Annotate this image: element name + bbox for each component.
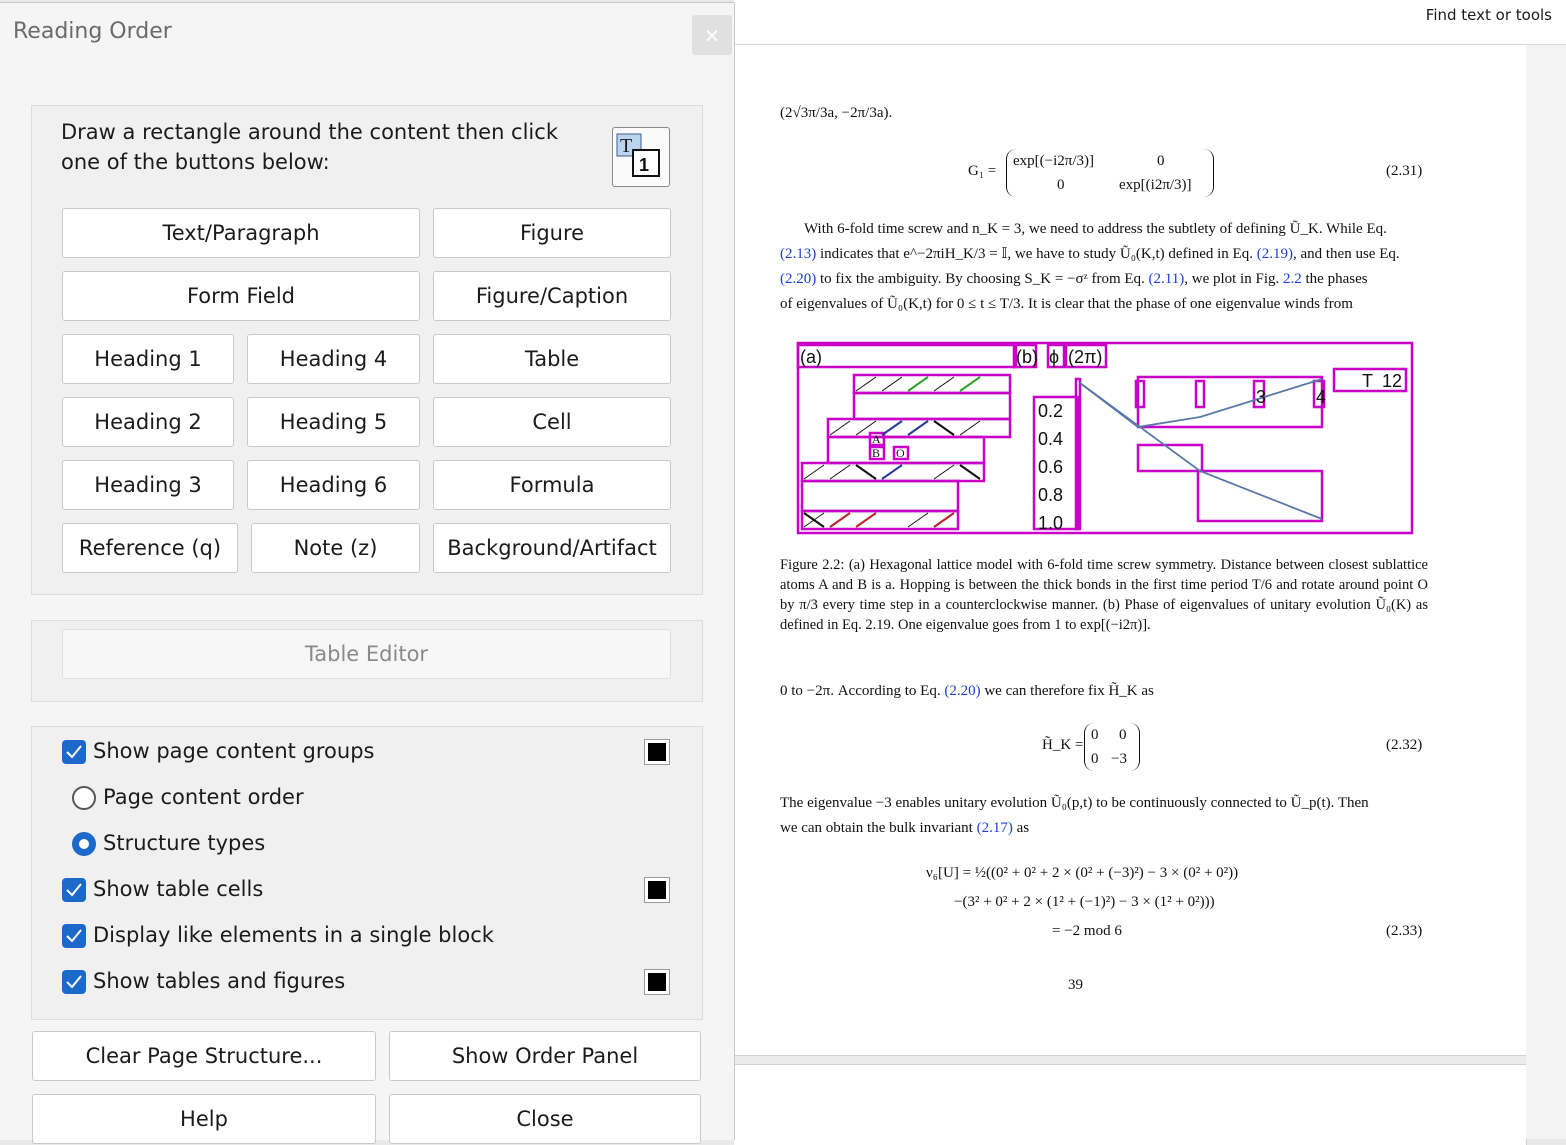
tick-x-3: 3	[1256, 387, 1267, 407]
show-table-cells-label[interactable]: Show table cells	[93, 877, 264, 901]
eq-2-33-line1: ν₆[U] = ½((0² + 0² + 2 × (0² + (−3)²) − 3 × (0² + 0²))	[926, 865, 1239, 881]
tables-figures-color-swatch[interactable]	[644, 969, 670, 995]
help-button[interactable]: Help	[32, 1094, 376, 1144]
display-like-elements-checkbox[interactable]	[62, 924, 86, 948]
para1-text: , we plot in Fig.	[1184, 271, 1283, 287]
ref-link[interactable]: (2.17)	[976, 820, 1013, 836]
checkmark-icon	[66, 975, 82, 989]
para2-text: 0 to −2π. According to Eq.	[780, 683, 945, 699]
tick-x-T: T	[1362, 371, 1373, 391]
page-number: 39	[1068, 977, 1083, 993]
dialog-close-icon[interactable]: ×	[692, 15, 732, 55]
dialog-title: Reading Order	[13, 19, 172, 44]
label-2pi: (2π)	[1068, 347, 1103, 367]
checkmark-icon	[66, 745, 82, 759]
content-groups-color-swatch[interactable]	[644, 739, 670, 765]
show-tables-and-figures-checkbox[interactable]	[62, 970, 86, 994]
eq-2-32-m11: 0	[1091, 727, 1099, 743]
para1-text: , and then use Eq.	[1292, 246, 1400, 262]
heading-1-button[interactable]: Heading 1	[62, 334, 234, 384]
para3-line2	[780, 816, 1029, 841]
close-button[interactable]: Close	[389, 1094, 701, 1144]
eq-2-33-number: (2.33)	[1386, 923, 1423, 939]
formula-button[interactable]: Formula	[433, 460, 671, 510]
ref-link[interactable]: (2.20)	[944, 683, 981, 699]
eq-2-31-lhs: G₁ =	[968, 163, 997, 179]
label-phi: ϕ	[1049, 347, 1060, 367]
show-tables-and-figures-label[interactable]: Show tables and figures	[93, 969, 346, 993]
heading-4-button[interactable]: Heading 4	[247, 334, 420, 384]
eq-2-31-m11: exp[(−i2π/3)]	[1013, 153, 1095, 169]
show-table-cells-checkbox[interactable]	[62, 878, 86, 902]
tick-y-2: 0.6	[1038, 457, 1064, 477]
eq-2-32-m22: −3	[1111, 751, 1127, 767]
structure-types-label[interactable]: Structure types	[103, 831, 266, 855]
find-text-or-tools[interactable]: Find text or tools	[1425, 6, 1552, 24]
display-like-elements-label[interactable]: Display like elements in a single block	[93, 923, 494, 947]
table-cells-color-swatch[interactable]	[644, 877, 670, 903]
ref-link[interactable]: (2.11)	[1148, 271, 1185, 287]
note-button[interactable]: Note (z)	[251, 523, 420, 573]
eq-2-31-m12: 0	[1157, 153, 1165, 169]
text-paragraph-button[interactable]: Text/Paragraph	[62, 208, 420, 258]
ref-link[interactable]: (2.13)	[780, 246, 817, 262]
show-page-content-groups-checkbox[interactable]	[62, 740, 86, 764]
figure-2-2[interactable]	[794, 341, 1416, 535]
checkmark-icon	[66, 929, 82, 943]
form-field-button[interactable]: Form Field	[62, 271, 420, 321]
label-b: (b)	[1016, 347, 1038, 367]
tick-x-4: 4	[1316, 387, 1327, 407]
tick-x-12: 12	[1382, 371, 1403, 391]
ref-link[interactable]: 2.2	[1283, 271, 1302, 287]
page-content-order-label[interactable]: Page content order	[103, 785, 304, 809]
para3-text: as	[1012, 820, 1030, 836]
tick-y-3: 0.8	[1038, 485, 1064, 505]
para1-text: to fix the ambiguity. By choosing S_K = −σᶻ from Eq.	[816, 271, 1149, 287]
heading-3-button[interactable]: Heading 3	[62, 460, 234, 510]
label-a-box	[798, 345, 1016, 367]
svg-text:T: T	[620, 135, 633, 157]
eq-2-32-lhs: H̃_K =	[1042, 737, 1084, 753]
para1-text: the phases	[1301, 271, 1368, 287]
para2	[780, 679, 1154, 704]
para1-line3	[780, 267, 1440, 292]
show-order-panel-button[interactable]: Show Order Panel	[389, 1031, 701, 1081]
eq-2-32-m12: 0	[1119, 727, 1127, 743]
tick-y-4: 1.0	[1038, 513, 1064, 533]
ref-link[interactable]: (2.20)	[780, 271, 817, 287]
eq-2-33-line3: = −2 mod 6	[1052, 923, 1122, 939]
structure-types-radio[interactable]	[72, 832, 96, 856]
draw-rectangle-tool-icon[interactable]	[612, 127, 670, 187]
heading-5-button[interactable]: Heading 5	[247, 397, 420, 447]
figure-caption-button[interactable]: Figure/Caption	[433, 271, 671, 321]
atom-A: A	[872, 432, 881, 446]
cell-button[interactable]: Cell	[433, 397, 671, 447]
background-artifact-button[interactable]: Background/Artifact	[433, 523, 671, 573]
figure-button[interactable]: Figure	[433, 208, 671, 258]
heading-6-button[interactable]: Heading 6	[247, 460, 420, 510]
label-a: (a)	[800, 347, 822, 367]
point-O: O	[896, 446, 905, 460]
table-button[interactable]: Table	[433, 334, 671, 384]
eq-2-32-number: (2.32)	[1386, 737, 1423, 753]
para1-line1: With 6-fold time screw and n_K = 3, we need to address the subtlety of defining Ũ_K. While Eq.	[804, 221, 1387, 237]
para3-text: we can obtain the bulk invariant	[780, 820, 977, 836]
para2-text: we can therefore fix H̃_K as	[980, 683, 1154, 699]
svg-text:1: 1	[639, 155, 650, 175]
top-fragment: (2√3π/3a, −2π/3a).	[780, 105, 893, 121]
ref-link[interactable]: (2.19)	[1256, 246, 1293, 262]
para3-line1: The eigenvalue −3 enables unitary evolution Ũ₀(p,t) to be continuously connected to Ũ_p(t). Then	[780, 795, 1369, 811]
heading-2-button[interactable]: Heading 2	[62, 397, 234, 447]
pdf-page[interactable]	[734, 45, 1527, 1056]
tick-y-1: 0.4	[1038, 429, 1064, 449]
figure-caption: Figure 2.2: (a) Hexagonal lattice model with 6-fold time screw symmetry. Distance between closest sublattice atoms A and B is a. Hopping is between the thick bonds in the first time period T/6 and rotate around point O by π/3 every time step in a counterclockwise manner. (b) Phase of eigenvalues of unitary evolution Ũ₀(K) as defined in Eq. 2.19. One eigenvalue goes from 1 to exp[(−i2π)].	[780, 557, 1428, 633]
para1-text: indicates that e^−2πiH_K/3 = 𝕀, we have to study Ũ₀(K,t) defined in Eq.	[816, 246, 1257, 262]
table-editor-button[interactable]: Table Editor	[62, 629, 671, 679]
page-content-order-radio[interactable]	[72, 786, 96, 810]
eq-2-31-m21: 0	[1057, 177, 1065, 193]
tick-y-0: 0.2	[1038, 401, 1064, 421]
eq-2-32-m21: 0	[1091, 751, 1099, 767]
pdf-next-page[interactable]	[734, 1064, 1527, 1145]
eq-2-31-number: (2.31)	[1386, 163, 1423, 179]
checkmark-icon	[66, 883, 82, 897]
show-page-content-groups-label[interactable]: Show page content groups	[93, 739, 375, 763]
eq-2-31-m22: exp[(i2π/3)]	[1119, 177, 1192, 193]
eq-2-31-matrix	[1006, 149, 1214, 197]
instructions: Draw a rectangle around the content then click one of the buttons below:	[61, 120, 558, 174]
document-view[interactable]	[734, 0, 1566, 1139]
reference-button[interactable]: Reference (q)	[62, 523, 238, 573]
atom-B: B	[872, 446, 881, 460]
eq-2-32-matrix	[1084, 723, 1140, 771]
eq-2-33-line2: −(3² + 0² + 2 × (1² + (−1)²) − 3 × (1² + 0²)))	[954, 894, 1215, 910]
para1-line2	[780, 242, 1440, 267]
reading-order-dialog	[0, 2, 735, 1140]
para1-line4: of eigenvalues of Ũ₀(K,t) for 0 ≤ t ≤ T/3. It is clear that the phase of one eigenvalue winds from	[780, 296, 1353, 312]
clear-page-structure-button[interactable]: Clear Page Structure...	[32, 1031, 376, 1081]
document-toolbar	[734, 0, 1566, 45]
document-scrollbar[interactable]	[1526, 45, 1566, 1139]
